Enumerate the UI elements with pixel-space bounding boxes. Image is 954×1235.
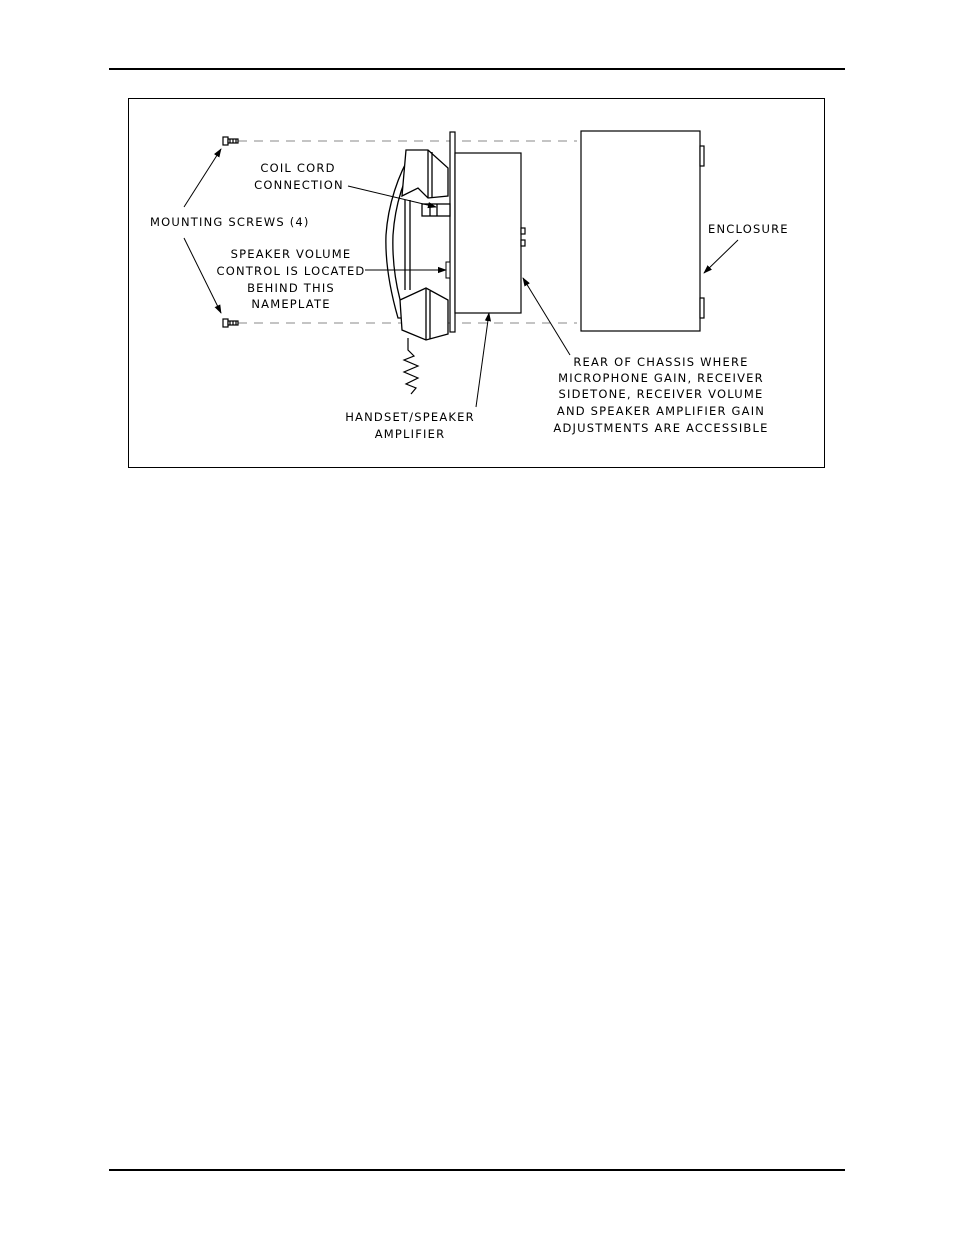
svg-text:NAMEPLATE: NAMEPLATE (251, 297, 331, 311)
svg-text:MICROPHONE GAIN, RECEIVER: MICROPHONE GAIN, RECEIVER (558, 371, 764, 385)
svg-text:BEHIND THIS: BEHIND THIS (247, 281, 335, 295)
label-mounting-screws: MOUNTING SCREWS (4) (150, 215, 310, 229)
svg-text:CONNECTION: CONNECTION (254, 178, 344, 192)
svg-text:COIL CORD: COIL CORD (260, 161, 336, 175)
svg-text:REAR OF CHASSIS WHERE: REAR OF CHASSIS WHERE (573, 355, 749, 369)
svg-text:CONTROL IS LOCATED: CONTROL IS LOCATED (216, 264, 366, 278)
label-speaker-volume (217, 247, 366, 311)
svg-text:ADJUSTMENTS ARE ACCESSIBLE: ADJUSTMENTS ARE ACCESSIBLE (553, 421, 769, 435)
nameplate (446, 262, 450, 278)
svg-text:AND SPEAKER AMPLIFIER GAIN: AND SPEAKER AMPLIFIER GAIN (556, 404, 766, 418)
chassis-box (455, 153, 525, 313)
label-enclosure: ENCLOSURE (708, 222, 789, 236)
screw-top-icon (223, 137, 238, 145)
svg-text:AMPLIFIER: AMPLIFIER (374, 427, 446, 441)
front-plate (450, 132, 455, 332)
label-rear-of-chassis (553, 355, 768, 435)
svg-text:SPEAKER VOLUME: SPEAKER VOLUME (230, 247, 352, 261)
coil-cord-icon (404, 338, 418, 394)
label-handset-speaker (345, 410, 475, 441)
svg-text:SIDETONE, RECEIVER VOLUME: SIDETONE, RECEIVER VOLUME (558, 387, 764, 401)
label-coil-cord (254, 161, 344, 192)
svg-text:HANDSET/SPEAKER: HANDSET/SPEAKER (345, 410, 475, 424)
handset-icon (386, 150, 450, 340)
screw-bottom-icon (223, 319, 238, 327)
enclosure-box (581, 131, 704, 331)
